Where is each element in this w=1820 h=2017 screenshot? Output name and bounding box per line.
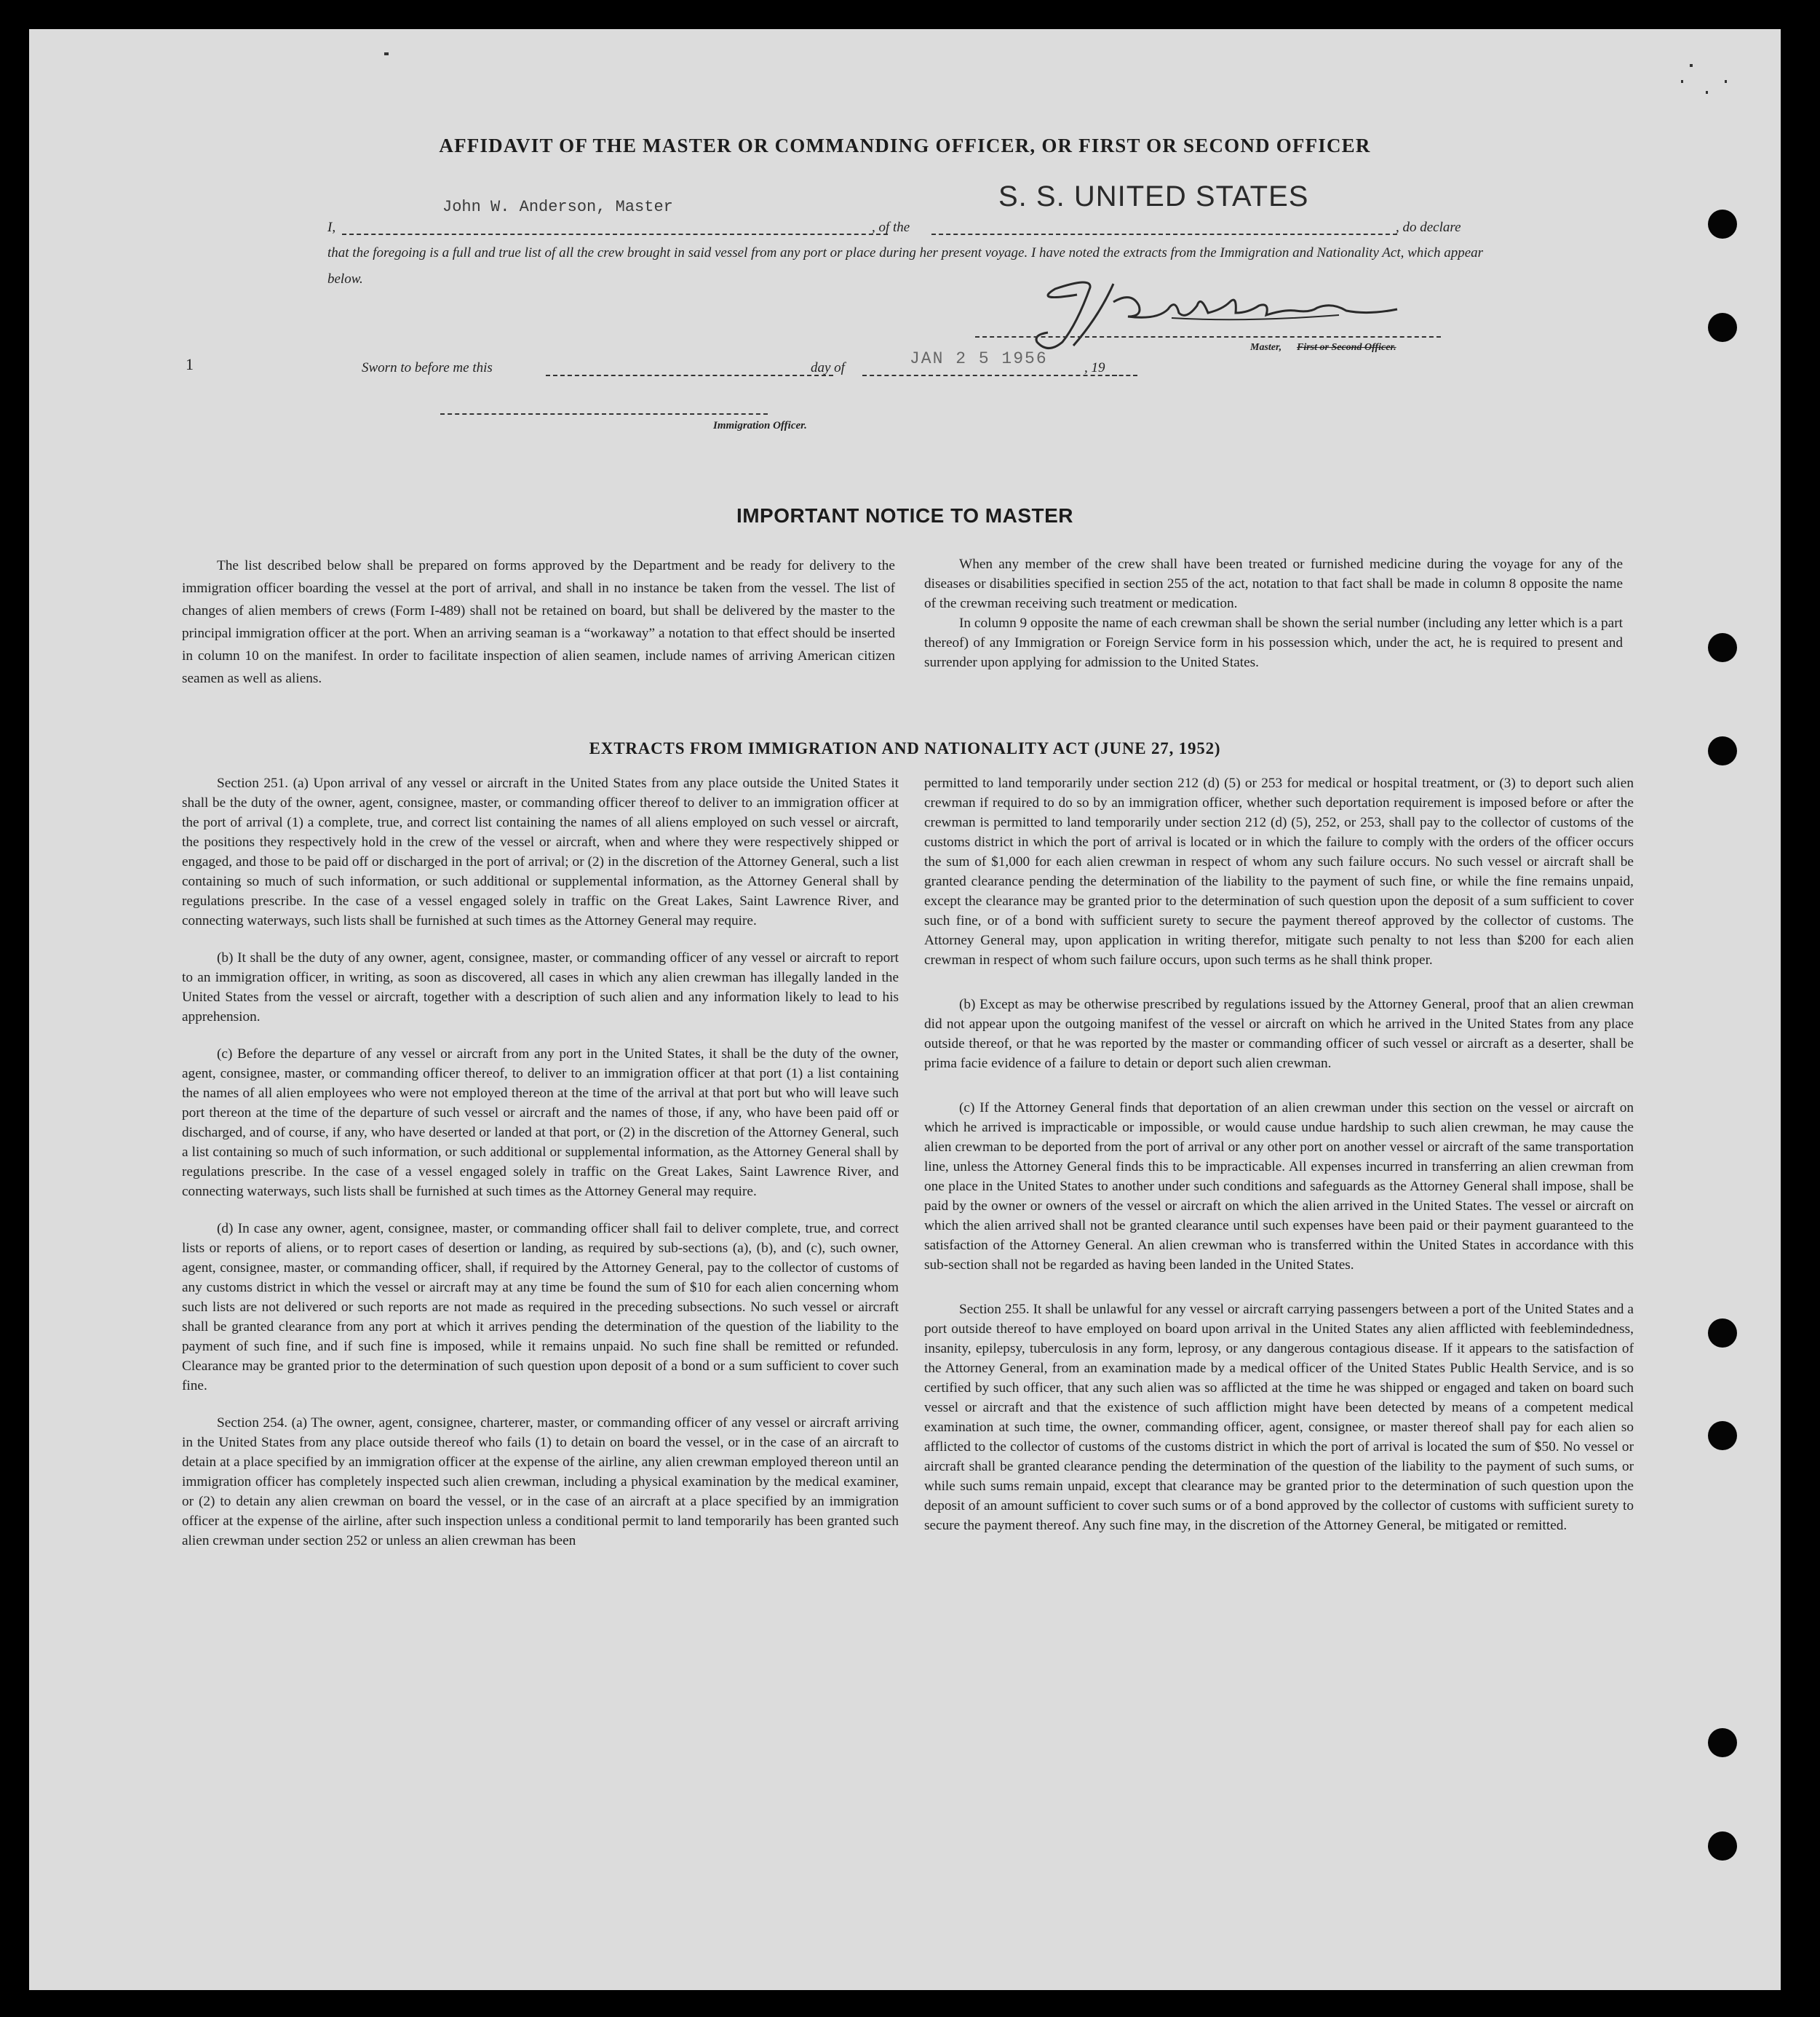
section-254-b: (b) Except as may be otherwise prescribed by regulations issued by the Attorney General, proof that an alien crewman did not appear upon the outgoing manifest of the vessel or aircraft on which he arrived in the United States from any place outside thereof, or that he was reported by the master or commanding officer of such vessel or aircraft as a deserter, shall be prima facie evidence of a failure to detain or deport such alien crewman. — [924, 997, 1634, 1071]
master-name-typed: John W. Anderson, Master — [442, 198, 673, 216]
master-label: Master, — [1250, 342, 1282, 353]
signature-line — [975, 336, 1441, 338]
declaration-text: that the foregoing is a full and true list of all the crew brought in said vessel from any port or place during her present voyage. I have noted the extracts from the Immigration and Nationality Act, which appear below. — [327, 245, 1484, 287]
section-254-a-cont: permitted to land temporarily under section 212 (d) (5) or 253 for medical or hospital treatment, or (3) to deport such alien crewman if required to do so by an immigration officer, whether such deportation requirement is imposed before or after the crewman is permitted to land temporarily under section 212 (d) (5), 252, or 253, shall pay to the collector of customs of the customs district in which the port of arrival is located or in which the failure to comply with the orders of the officer occurs the sum of $1,000 for each alien crewman in respect of whom any such failure occurs. No such vessel or aircraft shall be granted clearance pending the determination of the liability to the payment of such fine, or while the fine remains unpaid, except the clearance may be granted prior to the determination of such question upon the deposit of a sum sufficient to cover such fine, or of a bond with sufficient surety to secure the payment thereof approved by the collector of customs. The Attorney General may, upon application in writing therefor, mitigate such penalty to not less than $200 for each alien crewman in respect of whom such failure occurs, upon such terms as he shall think proper. — [924, 776, 1634, 968]
section-251-d: (d) In case any owner, agent, consignee, master, or commanding officer shall fail to deliver complete, true, and correct lists or reports of aliens, or to report cases of desertion or landing, as required by sub-sections (a), (b), and (c), such owner, agent, consignee, master, or commanding officer, shall, if required by the Attorney General, pay to the collector of customs of any customs district in which the vessel or aircraft may at any time be found the sum of $10 for each alien concerning whom such lists are not delivered or such reports are not made as required in the preceding subsections. No such vessel or aircraft shall be granted clearance from any port at which it arrives pending the determination of the question of the liability to the payment of such fine, and if such fine is imposed, while it remains unpaid. No such fine shall be remitted or refunded. Clearance may be granted prior to the determination of such question upon deposit of a bond or a sum sufficient to cover such fine. — [182, 1221, 899, 1393]
year-label: , 19 — [1084, 360, 1105, 375]
binder-hole — [1708, 210, 1737, 239]
margin-mark: 1 — [186, 355, 194, 373]
section-251-b: (b) It shall be the duty of any owner, agent, consignee, master, or commanding officer of any vessel or aircraft to report to an immigration officer, in writing, as soon as discovered, all cases in which any alien crewman has illegally landed in the United States from the vessel or aircraft, together with a description of such alien and any information likely to lead to his apprehension. — [182, 950, 899, 1025]
date-stamp: JAN 2 5 1956 — [910, 349, 1048, 368]
immigration-officer-label: Immigration Officer. — [713, 420, 807, 431]
section-251-a: Section 251. (a) Upon arrival of any vessel or aircraft in the United States from any place outside the United States it shall be the duty of the owner, agent, consignee, master, or commanding officer thereof to deliver to an immigration officer at the port of arrival (1) a complete, true, and correct list containing the names of all aliens employed on such vessel or aircraft, the positions they respectively hold in the crew of the vessel or aircraft, when and where they were respectively shipped or engaged, and those to be paid off or discharged in the port of arrival; or (2) in the discretion of the Attorney General, such a list containing so much of such information, or such additional or supplemental information, as the Attorney General shall by regulations prescribe. In the case of a vessel engaged solely in traffic on the Great Lakes, Saint Lawrence River, and connecting waterways, such lists shall be furnished at such times as the Attorney General may require. — [182, 776, 899, 928]
binder-hole — [1708, 633, 1737, 662]
affidavit-title: AFFIDAVIT OF THE MASTER OR COMMANDING OFFICER, OR FIRST OR SECOND OFFICER — [439, 135, 1371, 156]
speck — [1706, 91, 1708, 94]
speck — [1690, 64, 1693, 67]
binder-hole — [1708, 313, 1737, 342]
notice-right-text-2: In column 9 opposite the name of each crewman shall be shown the serial number (including any letter which is a part thereof) of any Immigration or Foreign Service form in his possession which, under the act, he is required to present and surrender upon applying for admission to the United States. — [924, 616, 1623, 670]
sworn-day-line — [546, 375, 833, 376]
i-label: I, — [327, 220, 336, 235]
do-declare-label: , do declare — [1396, 220, 1461, 235]
sworn-month-line — [862, 375, 1117, 376]
speck — [1681, 80, 1683, 83]
speck — [1725, 80, 1727, 83]
section-251-c: (c) Before the departure of any vessel or aircraft from any port in the United States, it shall be the duty of the owner, agent, consignee, master, or commanding officer thereof, to deliver to an immigration officer at that port (1) a list containing the names of all alien employees who were not employed thereon at the time of the arrival at that port but who will leave such port thereon at the time of the departure of such vessel or aircraft and the names of those, if any, who have been paid off or discharged, and of course, if any, who have deserted or landed at that port, or (2) in the discretion of the Attorney General, such a list containing so much of such information, or such additional or supplemental information, as the Attorney General shall by regulations prescribe. In the case of a vessel engaged solely in traffic on the Great Lakes, Saint Lawrence River, and connecting waterways, such lists shall be furnished at such times as the Attorney General may require. — [182, 1046, 899, 1199]
binder-hole — [1708, 1421, 1737, 1450]
day-of-label: day of — [811, 360, 845, 375]
binder-hole — [1708, 1728, 1737, 1757]
extracts-right-column — [924, 773, 1634, 1553]
extracts-left-column — [182, 773, 899, 1568]
section-254-a: Section 254. (a) The owner, agent, consignee, charterer, master, or commanding officer of any vessel or aircraft arriving in the United States from any place outside thereof who fails (1) to detain on board the vessel, or in the case of an aircraft to detain at a place specified by an immigration officer at the expense of the airline, any alien crewman employed thereon until an immigration officer has completely inspected such alien crewman, including a physical examination by the medical examiner, or (2) to detain any alien crewman on board the vessel, or in the case of an aircraft at a place specified by an immigration officer at the expense of the airline, after such inspection unless a conditional permit to land temporarily has been granted such alien crewman under section 252 or unless an alien crewman has been — [182, 1415, 899, 1548]
of-the-label: , of the — [872, 220, 910, 235]
document-page — [29, 29, 1781, 1990]
section-255: Section 255. It shall be unlawful for any vessel or aircraft carrying passengers between a port of the United States and a port outside thereof to have employed on board upon arrival in the United States any alien afflicted with feeblemindedness, insanity, epilepsy, tuberculosis in any form, leprosy, or any dangerous contagious disease. If it appears to the satisfaction of the Attorney General, from an examination made by a medical officer of the United States Public Health Service, and is so certified by such officer, that any such alien was so afflicted at the time he was shipped or engaged and taken on board such vessel or aircraft and that the existence of such affliction might have been detected by means of a competent medical examination at such time, the owner, commanding officer, agent, consignee, or master thereof shall pay for each alien so afflicted to the collector of customs of the customs district in which the port of arrival is located the sum of $50. No vessel or aircraft shall be granted clearance pending the determination of the question of the liability to the payment of such sums, or while such sums remain unpaid, except that clearance may be granted prior to the determination of such question upon the deposit of an amount sufficient to cover such sums or of a bond approved by the collector of customs with sufficient surety to secure the payment thereof. Any such fine may, in the discretion of the Attorney General, be mitigated or remitted. — [924, 1302, 1634, 1533]
year-line — [1112, 375, 1137, 376]
binder-hole — [1708, 1831, 1737, 1861]
extracts-title: EXTRACTS FROM IMMIGRATION AND NATIONALITY ACT (JUNE 27, 1952) — [589, 739, 1221, 757]
officer-signature-line — [440, 413, 768, 415]
struck-officer-label: First or Second Officer. — [1297, 342, 1396, 353]
speck — [384, 52, 389, 55]
notice-left-column — [182, 554, 895, 690]
name-line — [342, 234, 888, 235]
notice-right-column — [924, 554, 1623, 672]
binder-hole — [1708, 1318, 1737, 1348]
notice-left-text: The list described below shall be prepared on forms approved by the Department and be ready for delivery to the immigration officer boarding the vessel at the port of arrival, and shall in no instance be taken from the vessel. The list of changes of alien members of crews (Form I-489) shall not be retained on board, but shall be delivered by the master to the principal immigration officer at the port. When an arriving seaman is a “workaway” a notation to that effect should be inserted in column 10 on the manifest. In order to facilitate inspection of alien seamen, include names of arriving American citizen seamen as well as aliens. — [182, 558, 895, 686]
vessel-line — [931, 234, 1397, 235]
notice-right-text-1: When any member of the crew shall have been treated or furnished medicine during the voyage for any of the diseases or disabilities specified in section 255 of the act, notation to that fact shall be made in column 8 opposite the name of the crewman receiving such treatment or medication. — [924, 557, 1623, 611]
vessel-name: S. S. UNITED STATES — [998, 180, 1309, 212]
notice-title: IMPORTANT NOTICE TO MASTER — [736, 504, 1074, 527]
sworn-label: Sworn to before me this — [362, 360, 493, 375]
section-254-c: (c) If the Attorney General finds that deportation of an alien crewman under this section on the vessel or aircraft on which he arrived is impracticable or impossible, or would cause undue hardship to such alien crewman, he may cause the alien crewman to be deported from the port of arrival or any other port on another vessel or aircraft of the same transportation line, unless the Attorney General finds this to be impracticable. All expenses incurred in transferring an alien crewman from one place in the United States to another under such conditions and safeguards as the Attorney General shall impose, shall be paid by the owner or owners of the vessel or aircraft on which the alien arrived in the United States. The vessel or aircraft on which the alien arrived shall not be granted clearance until such expenses have been paid or their payment guaranteed to the satisfaction of the Attorney General. An alien crewman who is transferred within the United States in accordance with this sub-section shall not be regarded as having been landed in the United States. — [924, 1100, 1634, 1273]
